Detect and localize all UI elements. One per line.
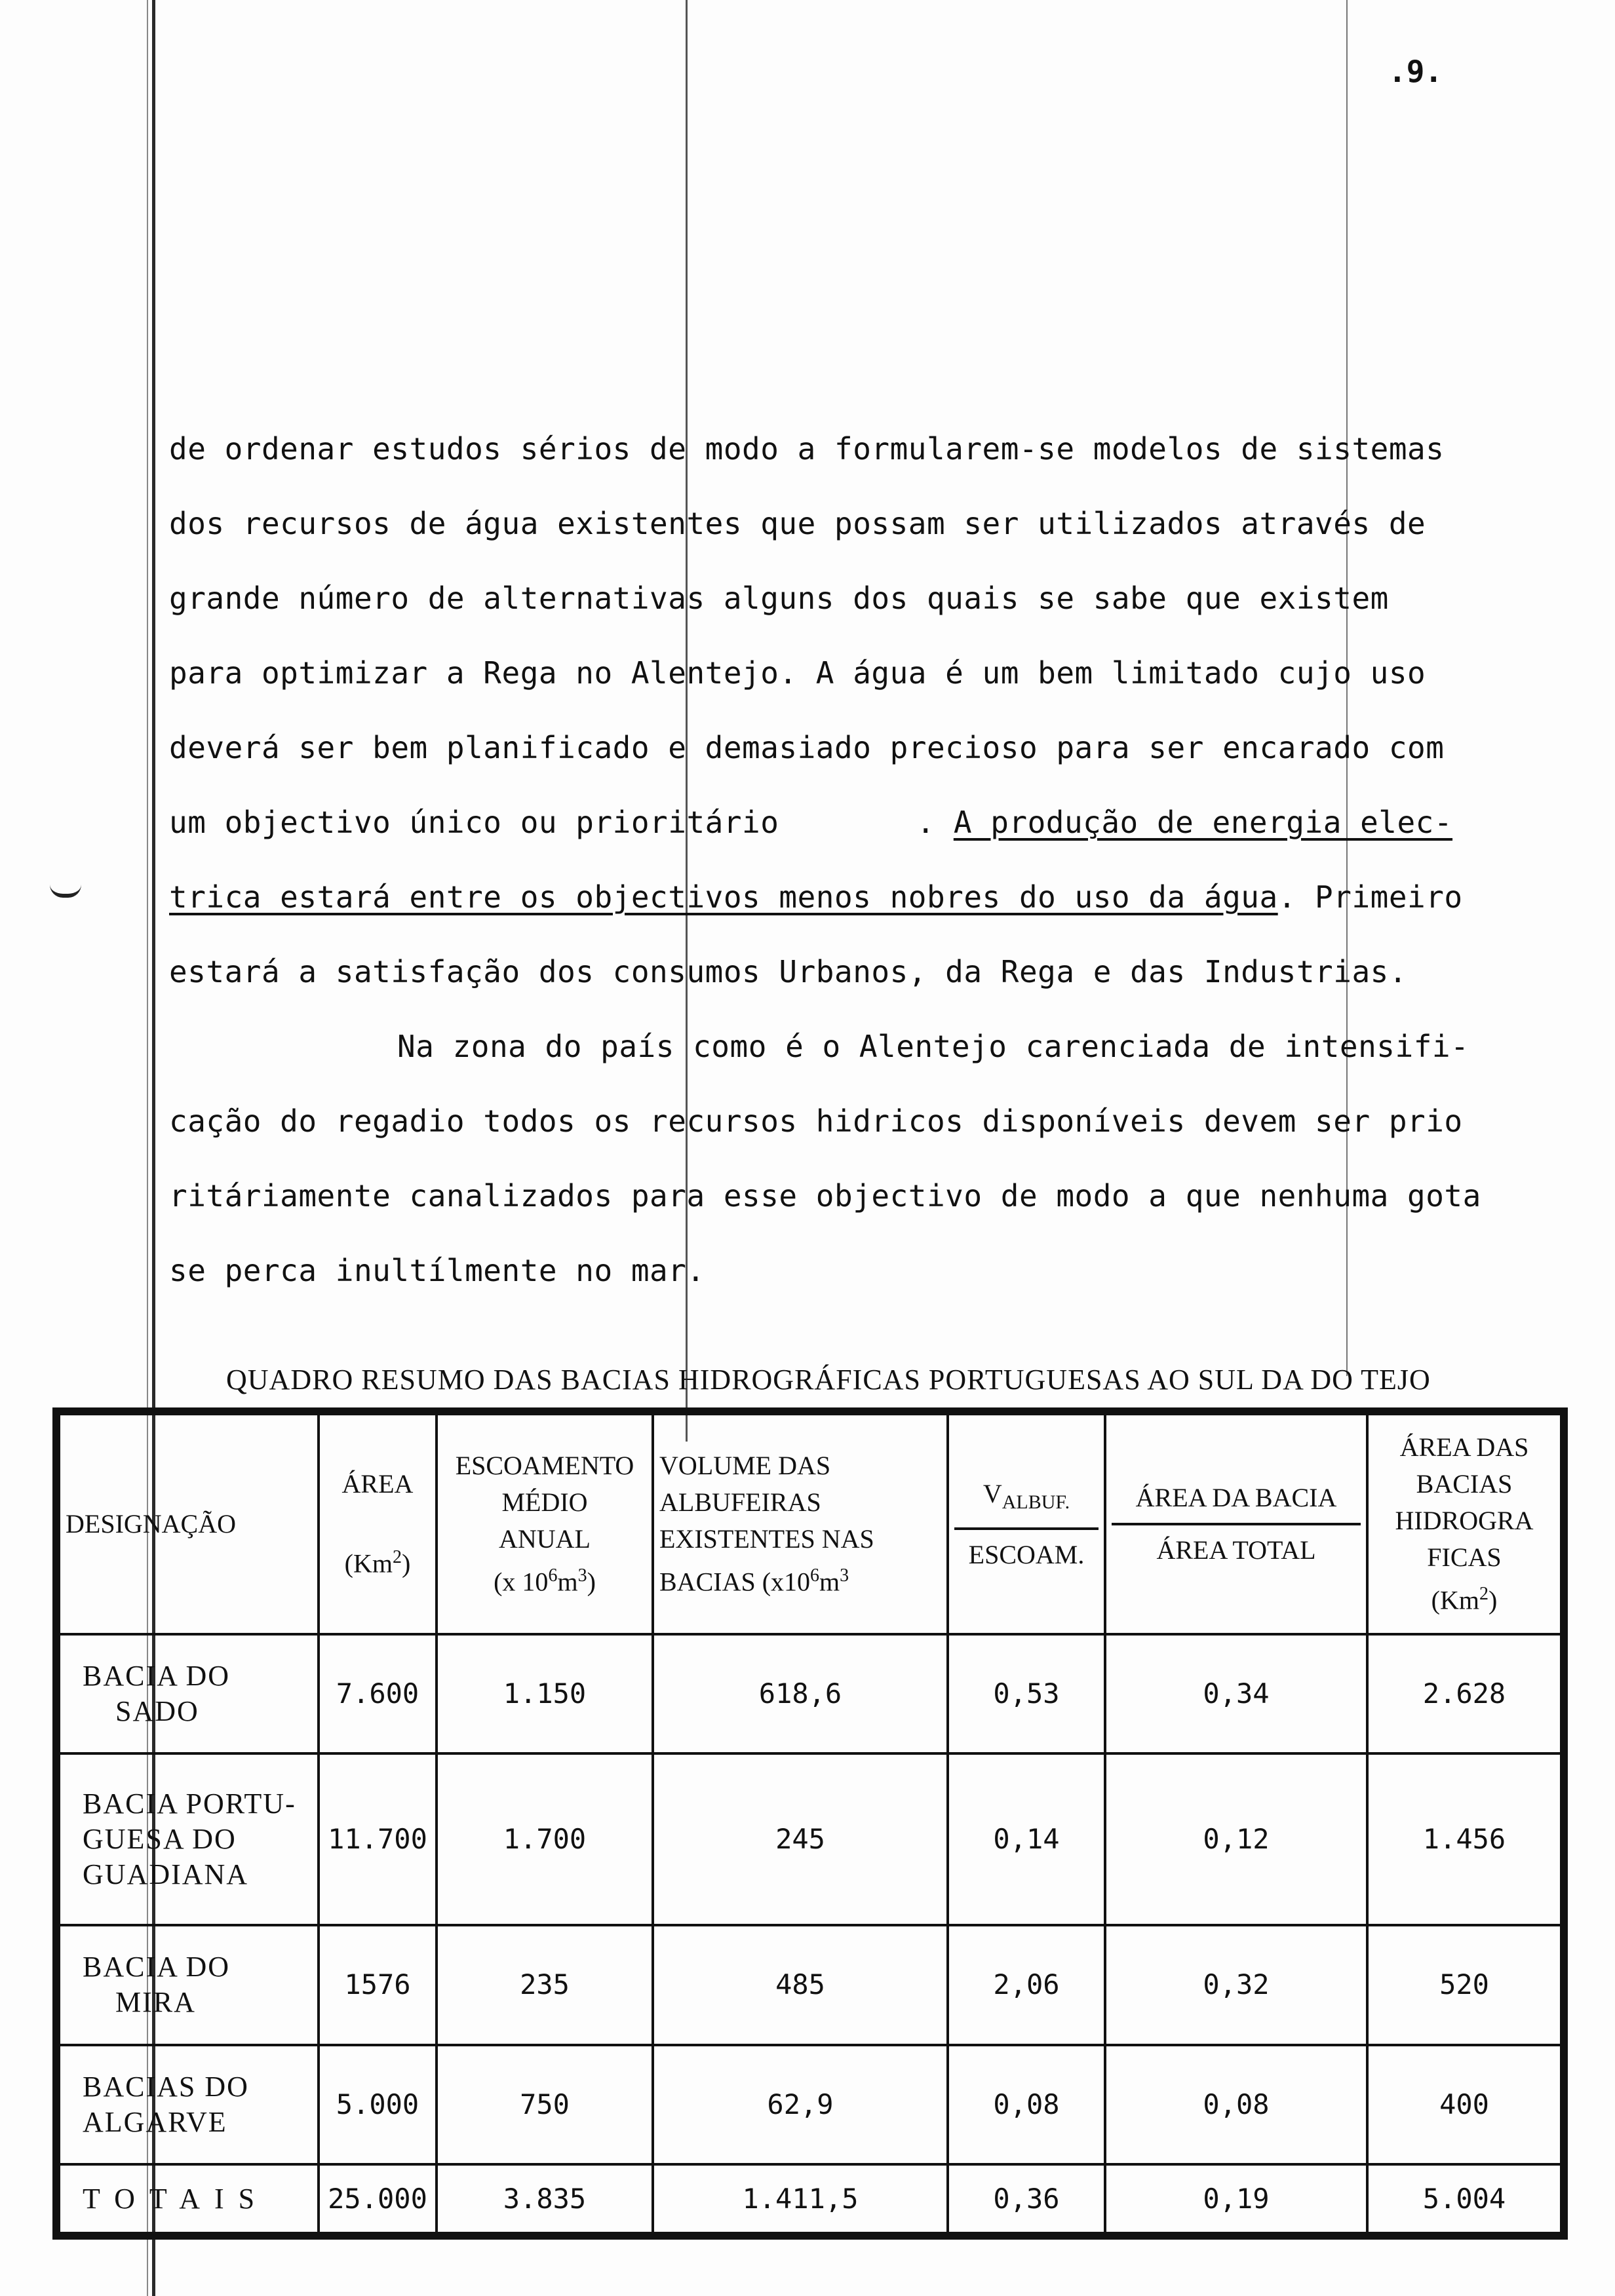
table-title: QUADRO RESUMO DAS BACIAS HIDROGRÁFICAS PORTUGUESAS AO SUL DA DO TEJO (226, 1364, 1431, 1396)
header-ratio-area (1105, 1411, 1367, 1634)
cell-designacao: BACIAS DO ALGARVE (56, 2045, 319, 2164)
body-line-with-underline-start: um objectivo único ou prioritário . A produção de energia elec- (169, 805, 1453, 840)
cell-volume: 62,9 (653, 2045, 948, 2164)
cell-total-volume: 1.411,5 (653, 2164, 948, 2236)
body-line: deverá ser bem planificado e demasiado precioso para ser encarado com (169, 730, 1445, 765)
cell-ratio-albuf: 2,06 (948, 1925, 1105, 2044)
cell-total-ratio-albuf: 0,36 (948, 2164, 1105, 2236)
body-line: cação do regadio todos os recursos hidricos disponíveis devem ser prio (169, 1103, 1463, 1139)
table-totals-row (56, 2164, 1564, 2236)
cell-volume: 245 (653, 1753, 948, 1925)
cell-total-area-bacias: 5.004 (1367, 2164, 1564, 2236)
header-designacao: DESIGNAÇÃO (56, 1411, 319, 1634)
cell-volume: 485 (653, 1925, 948, 2044)
table-row (56, 1925, 1564, 2044)
cell-ratio-area: 0,34 (1105, 1634, 1367, 1753)
body-line: estará a satisfação dos consumos Urbanos, da Rega e das Industrias. (169, 954, 1408, 989)
header-area-bacias: ÁREA DAS BACIAS HIDROGRA FICAS (Km$^2$) (1367, 1411, 1564, 1634)
body-line: grande número de alternativas alguns dos quais se sabe que existem (169, 581, 1389, 616)
header-volume: VOLUME DAS ALBUFEIRAS EXISTENTES NAS BACIAS ($x10^6m^3$ (653, 1411, 948, 1634)
cell-ratio-albuf: 0,14 (948, 1753, 1105, 1925)
body-line: um objectivo único ou prioritário (169, 805, 779, 840)
ratio-denominator: ESCOAM. (968, 1539, 1085, 1569)
cell-total-area: 25.000 (319, 2164, 437, 2236)
cell-total-ratio-area: 0,19 (1105, 2164, 1367, 2236)
cell-area-bacias: 520 (1367, 1925, 1564, 2044)
cell-volume: 618,6 (653, 1634, 948, 1753)
cell-escoamento: 1.150 (437, 1634, 653, 1753)
underlined-statement-part2: trica estará entre os objectivos menos nobres do uso da água (169, 879, 1278, 915)
underlined-statement-part1: A produção de energia elec- (953, 805, 1453, 840)
body-line: se perca inultílmente no mar. (169, 1253, 705, 1288)
cell-area: 11.700 (319, 1753, 437, 1925)
cell-designacao: BACIA DO MIRA (56, 1925, 319, 2044)
header-escoamento: ESCOAMENTO MÉDIO ANUAL (x $10^6m^3$) (437, 1411, 653, 1634)
cell-total-escoamento: 3.835 (437, 2164, 653, 2236)
body-line: ritáriamente canalizados para esse objectivo de modo a que nenhuma gota (169, 1178, 1481, 1214)
cell-area: 1576 (319, 1925, 437, 2044)
body-line-tail: . Primeiro (1277, 879, 1463, 915)
ratio-numerator: ÁREA DA BACIA (1112, 1473, 1361, 1525)
cell-escoamento: 235 (437, 1925, 653, 2044)
ratio-numerator: $V_{ALBUF.}$ (954, 1469, 1099, 1530)
table-row (56, 1753, 1564, 1925)
cell-ratio-area: 0,08 (1105, 2045, 1367, 2164)
table-row (56, 1634, 1564, 1753)
header-ratio-albuf-escoam (948, 1411, 1105, 1634)
cell-ratio-area: 0,32 (1105, 1925, 1367, 2044)
cell-designacao: BACIA PORTU- GUESA DO GUADIANA (56, 1753, 319, 1925)
page-number: .9. (1388, 54, 1443, 89)
cell-ratio-area: 0,12 (1105, 1753, 1367, 1925)
cell-area-bacias: 2.628 (1367, 1634, 1564, 1753)
cell-totals-label: TOTAIS (56, 2164, 319, 2236)
table-header-row (56, 1411, 1564, 1634)
body-line: dos recursos de água existentes que possam ser utilizados através de (169, 506, 1426, 541)
header-area: ÁREA (Km$^2$) (319, 1411, 437, 1634)
cell-area-bacias: 400 (1367, 2045, 1564, 2164)
cell-escoamento: 1.700 (437, 1753, 653, 1925)
cell-ratio-albuf: 0,53 (948, 1634, 1105, 1753)
cell-ratio-albuf: 0,08 (948, 2045, 1105, 2164)
ratio-denominator: ÁREA TOTAL (1156, 1535, 1316, 1565)
summary-table (52, 1407, 1568, 2240)
cell-area: 5.000 (319, 2045, 437, 2164)
cell-designacao: BACIA DO SADO (56, 1634, 319, 1753)
cell-area: 7.600 (319, 1634, 437, 1753)
body-line-with-underline-end (169, 860, 1578, 934)
body-line: para optimizar a Rega no Alentejo. A água é um bem limitado cujo uso (169, 655, 1426, 691)
cell-area-bacias: 1.456 (1367, 1753, 1564, 1925)
table-row (56, 2045, 1564, 2164)
margin-bracket-mark (50, 885, 81, 898)
paragraph-2-first-line: Na zona do país como é o Alentejo carenciada de intensifi- (397, 1029, 1469, 1064)
body-line: de ordenar estudos sérios de modo a formularem-se modelos de sistemas (169, 431, 1445, 467)
cell-escoamento: 750 (437, 2045, 653, 2164)
body-text (169, 411, 1578, 1308)
